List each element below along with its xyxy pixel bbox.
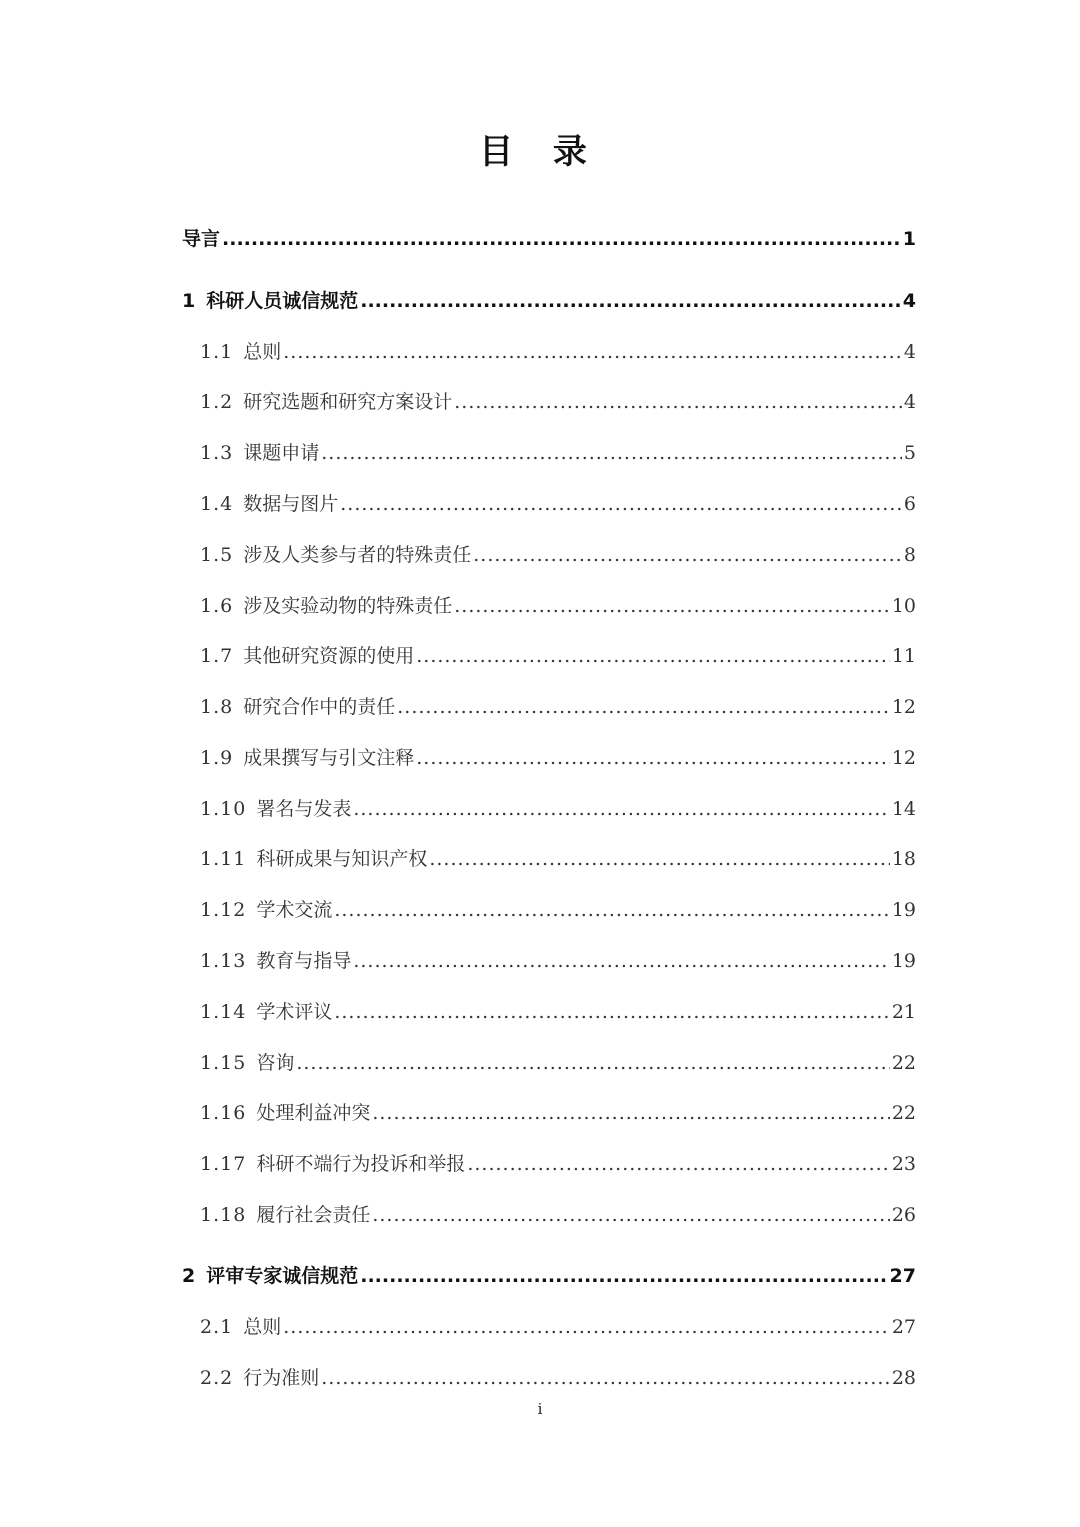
toc-entry-section-1-18[interactable] (200, 1199, 916, 1231)
toc-entry-label: 科研人员诚信规范 (206, 290, 359, 312)
toc-entry-label: 科研不端行为投诉和举报 (256, 1153, 466, 1175)
toc-entry-label: 导言 (182, 228, 221, 250)
toc-entry-introduction[interactable] (182, 223, 916, 255)
toc-entry-number: 1.2 (200, 391, 234, 413)
toc-entry-section-1-11[interactable] (200, 843, 916, 875)
toc-dot-leader (372, 1097, 889, 1129)
toc-page-number: 27 (891, 1316, 916, 1338)
toc-page-number: 27 (889, 1265, 916, 1287)
toc-entry-label: 署名与发表 (256, 798, 352, 820)
toc-entry-number: 1.18 (200, 1204, 247, 1226)
toc-dot-leader (473, 539, 902, 571)
toc-page-number: 19 (891, 950, 916, 972)
toc-page-number: 11 (891, 645, 916, 667)
toc-page-number: 22 (891, 1052, 916, 1074)
toc-dot-leader (360, 285, 901, 317)
toc-page-number: 28 (891, 1367, 916, 1389)
page-number: i (537, 1400, 543, 1418)
toc-entry-number: 1.5 (200, 544, 234, 566)
toc-entry-label: 学术评议 (256, 1001, 333, 1023)
toc-entry-section-1-9[interactable] (200, 742, 916, 774)
toc-dot-leader (296, 1047, 889, 1079)
toc-entry-number: 1.12 (200, 899, 247, 921)
toc-entry-label: 成果撰写与引文注释 (243, 747, 415, 769)
toc-entry-label: 科研成果与知识产权 (256, 848, 428, 870)
toc-entry-label: 其他研究资源的使用 (243, 645, 415, 667)
toc-dot-leader (353, 945, 889, 977)
toc-dot-leader (353, 793, 889, 825)
toc-entry-number: 1.14 (200, 1001, 247, 1023)
toc-entry-number: 1.15 (200, 1052, 247, 1074)
toc-page-number: 19 (891, 899, 916, 921)
toc-entry-label: 课题申请 (243, 442, 320, 464)
toc-entry-section-1-16[interactable] (200, 1097, 916, 1129)
toc-entry-label: 教育与指导 (256, 950, 352, 972)
toc-page-number: 5 (903, 442, 916, 464)
toc-entry-number: 1.1 (200, 341, 234, 363)
toc-dot-leader (429, 843, 889, 875)
toc-page-number: 21 (891, 1001, 916, 1023)
toc-page-number: 10 (891, 595, 916, 617)
toc-entry-number: 1.16 (200, 1102, 247, 1124)
toc-entry-label: 学术交流 (256, 899, 333, 921)
toc-dot-leader (321, 1362, 890, 1394)
toc-entry-number: 1.8 (200, 696, 234, 718)
toc-dot-leader (416, 742, 890, 774)
toc-entry-number: 1.11 (200, 848, 247, 870)
toc-dot-leader (467, 1148, 889, 1180)
toc-page-number: 4 (902, 290, 916, 312)
toc-page-number: 8 (903, 544, 916, 566)
toc-dot-leader (222, 223, 901, 255)
toc-dot-leader (416, 640, 890, 672)
toc-dot-leader (397, 691, 890, 723)
toc-entry-section-1-6[interactable] (200, 590, 916, 622)
toc-entry-section-1-7[interactable] (200, 640, 916, 672)
toc-entry-section-2-2[interactable] (200, 1362, 916, 1394)
toc-page-number: 12 (891, 747, 916, 769)
toc-dot-leader (454, 386, 902, 418)
toc-entry-label: 行为准则 (243, 1367, 320, 1389)
toc-dot-leader (372, 1199, 889, 1231)
toc-entry-label: 履行社会责任 (256, 1204, 371, 1226)
toc-entry-label: 咨询 (256, 1052, 295, 1074)
toc-dot-leader (334, 996, 889, 1028)
toc-entry-section-1-3[interactable] (200, 437, 916, 469)
toc-page-number: 14 (891, 798, 916, 820)
toc-entry-section-1-4[interactable] (200, 488, 916, 520)
toc-page-number: 18 (891, 848, 916, 870)
toc-dot-leader (334, 894, 889, 926)
toc-entry-number: 1.3 (200, 442, 234, 464)
toc-entry-number: 1.6 (200, 595, 234, 617)
toc-entry-section-1-13[interactable] (200, 945, 916, 977)
toc-dot-leader (340, 488, 902, 520)
toc-entry-label: 处理利益冲突 (256, 1102, 371, 1124)
toc-page-number: 4 (903, 391, 916, 413)
toc-entry-label: 总则 (243, 341, 282, 363)
toc-entry-chapter-1[interactable] (182, 285, 916, 317)
toc-page-number: 26 (891, 1204, 916, 1226)
toc-entry-number: 1 (182, 290, 197, 312)
toc-entry-number: 1.17 (200, 1153, 247, 1175)
toc-entry-label: 研究合作中的责任 (243, 696, 396, 718)
toc-entry-section-1-8[interactable] (200, 691, 916, 723)
toc-dot-leader (283, 1311, 890, 1343)
toc-entry-section-1-10[interactable] (200, 793, 916, 825)
toc-page-number: 23 (891, 1153, 916, 1175)
toc-entry-number: 1.7 (200, 645, 234, 667)
toc-dot-leader (454, 590, 890, 622)
toc-entry-label: 研究选题和研究方案设计 (243, 391, 453, 413)
toc-entry-number: 1.13 (200, 950, 247, 972)
toc-entry-number: 2.2 (200, 1367, 234, 1389)
toc-entry-section-1-15[interactable] (200, 1047, 916, 1079)
toc-page-number: 12 (891, 696, 916, 718)
toc-entry-label: 评审专家诚信规范 (206, 1265, 359, 1287)
toc-entry-section-1-1[interactable] (200, 336, 916, 368)
toc-entry-number: 1.4 (200, 493, 234, 515)
toc-page-number: 4 (903, 341, 916, 363)
toc-entry-label: 涉及实验动物的特殊责任 (243, 595, 453, 617)
toc-page-number: 22 (891, 1102, 916, 1124)
toc-page-number: 1 (902, 228, 916, 250)
toc-entry-section-2-1[interactable] (200, 1311, 916, 1343)
toc-entry-number: 1.10 (200, 798, 247, 820)
toc-dot-leader (283, 336, 902, 368)
page-title: 目 录 (479, 132, 601, 172)
toc-entry-label: 总则 (243, 1316, 282, 1338)
toc-entry-section-1-5[interactable] (200, 539, 916, 571)
toc-entry-label: 涉及人类参与者的特殊责任 (243, 544, 472, 566)
toc-entry-label: 数据与图片 (243, 493, 339, 515)
toc-entry-section-1-12[interactable] (200, 894, 916, 926)
toc-dot-leader (360, 1260, 887, 1292)
toc-entry-number: 2.1 (200, 1316, 234, 1338)
toc-entry-section-1-14[interactable] (200, 996, 916, 1028)
toc-dot-leader (321, 437, 902, 469)
toc-entry-chapter-2[interactable] (182, 1260, 916, 1292)
toc-entry-section-1-2[interactable] (200, 386, 916, 418)
toc-entry-number: 1.9 (200, 747, 234, 769)
toc-page-number: 6 (903, 493, 916, 515)
toc-entry-section-1-17[interactable] (200, 1148, 916, 1180)
toc-entry-number: 2 (182, 1265, 197, 1287)
